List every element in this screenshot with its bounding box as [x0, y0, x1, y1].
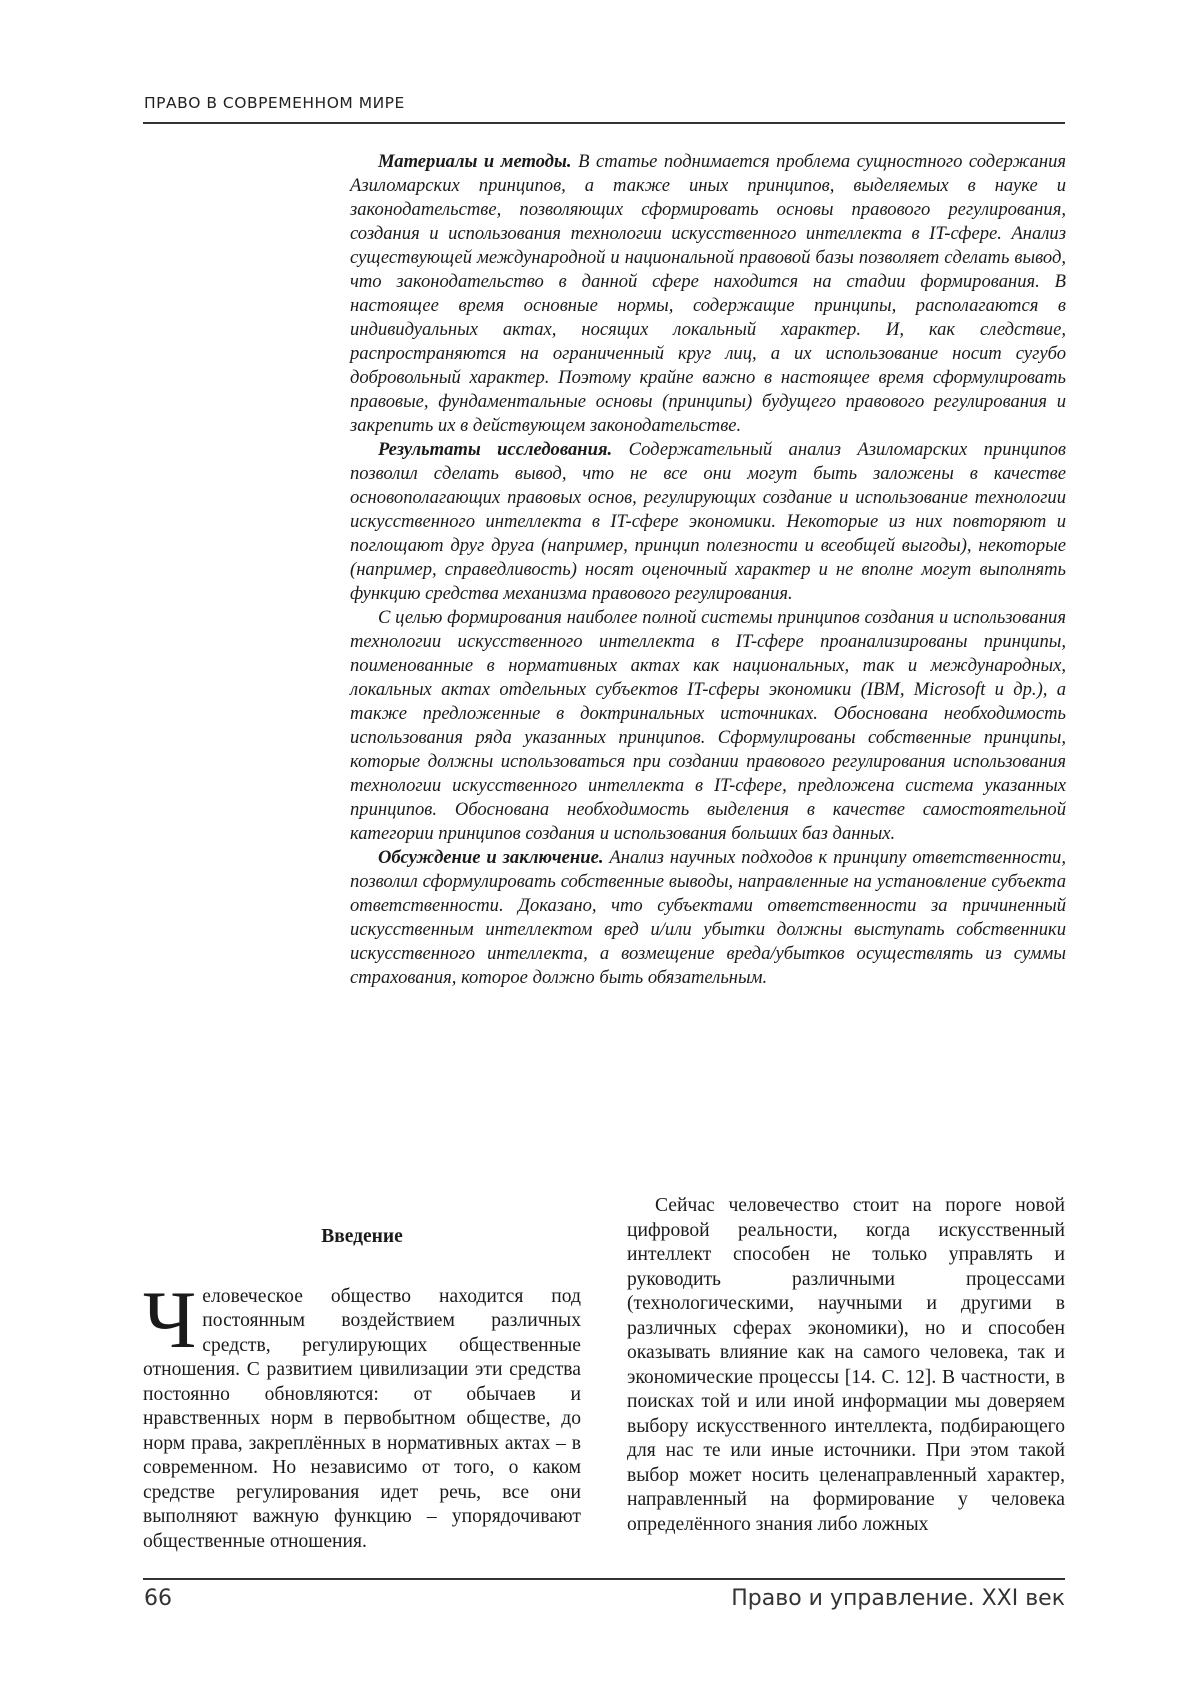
abstract-paragraph-discussion: [350, 846, 1066, 990]
page-number: 66: [144, 1586, 172, 1611]
header-rule: [143, 122, 1065, 124]
left-column: [143, 1195, 581, 1554]
abstract-lead-discussion: Обсуждение и заключение.: [378, 847, 604, 868]
journal-name: Право и управление. XXI век: [731, 1586, 1065, 1611]
abstract-text-methods: В статье поднимается проблема сущностного содержания Азиломарских принципов, а также иных принципов, выделяемых в науке и законодательстве, позволяющих сформировать основы правового регулирования, создания и использования технологии искусственного интеллекта в IT-сфере. Анализ существующей международной и национальной правовой базы позволяет сделать вывод, что законодательство в данной сфере находится на стадии формирования. В настоящее время основные нормы, содержащие принципы, располагаются в индивидуальных актах, носящих локальный характер. И, как следствие, распространяются на ограниченный круг лиц, а их использование носит сугубо добровольный характер. Поэтому крайне важно в настоящее время сформулировать правовые, фундаментальные основы (принципы) будущего правового регулирования и закрепить их в действующем законодательстве.: [350, 151, 1067, 436]
abstract-text-results: Содержательный анализ Азиломарских принципов позволил сделать вывод, что не все они могут быть заложены в качестве основополагающих правовых основ, регулирующих создание и использование технологии искусственного интеллекта в IT-сфере экономики. Некоторые из них повторяют и поглощают друг друга (например, принцип полезности и всеобщей выгоды), некоторые (например, справедливость) носят оценочный характер и не вполне могут выполнять функцию средства механизма правового регулирования.: [350, 439, 1066, 604]
abstract-lead-results: Результаты исследования.: [378, 439, 613, 460]
abstract-paragraph-results: [350, 438, 1066, 606]
body-paragraph: Сейчас человечество стоит на пороге новой цифровой реальности, когда искусственный интеллект способен не только управлять и руководить различными процессами (технологическими, научными и другими в различных сферах экономики), но и способен оказывать влияние как на самого человека, так и экономические процессы [14. С. 12]. В частности, в поисках той и или иной информации мы доверяем выбору искусственного интеллекта, подбирающего для нас те или иные источники. При этом такой выбор может носить целенаправленный характер, направленный на формирование у человека определённого знания либо ложных: [627, 1195, 1065, 1535]
abstract-paragraph-methods: [350, 150, 1066, 438]
abstract-lead-methods: Материалы и методы.: [378, 151, 572, 172]
running-title: ПРАВО В СОВРЕМЕННОМ МИРЕ: [144, 94, 405, 112]
abstract-paragraph-results-continued: С целью формирования наиболее полной системы принципов создания и использования технологии искусственного интеллекта в IT-сфере проанализированы принципы, поименованные в нормативных актах как национальных, так и международных, локальных актах отдельных субъектов IT-сферы экономики (IBM, Microsoft и др.), а также предложенные в доктринальных источниках. Обоснована необходимость использования ряда указанных принципов. Сформулированы собственные принципы, которые должны использоваться при создании правового регулирования использования технологии искусственного интеллекта в IT-сфере, предложена система указанных принципов. Обоснована необходимость выделения в качестве самостоятельной категории принципов создания и использования больших баз данных.: [350, 607, 1066, 844]
footer-rule: [143, 1578, 1065, 1580]
abstract: [350, 150, 1066, 990]
right-column: [627, 1194, 1065, 1537]
introduction-paragraph: Человеческое общество находится под постоянным воздействием различных средств, регулирующих общественные отношения. С развитием цивилизации эти средства постоянно обновляются: от обычаев и нравственных норм в первобытном обществе, до норм права, закреплённых в нормативных актах – в современном. Но независимо от того, о каком средстве регулирования идет речь, все они выполняют важную функцию – упорядочивают общественные отношения.: [143, 1273, 581, 1552]
section-heading-introduction: Введение: [321, 1226, 403, 1247]
abstract-text-discussion: Анализ научных подходов к принципу ответственности, позволил сформулировать собственные выводы, направленные на установление субъекта ответственности. Доказано, что субъектами ответственности за причиненный искусственным интеллектом вред и/или убытки должны выступать собственники искусственного интеллекта, а возмещение вреда/убытков осуществлять из суммы страхования, которое должно быть обязательным.: [350, 847, 1066, 988]
